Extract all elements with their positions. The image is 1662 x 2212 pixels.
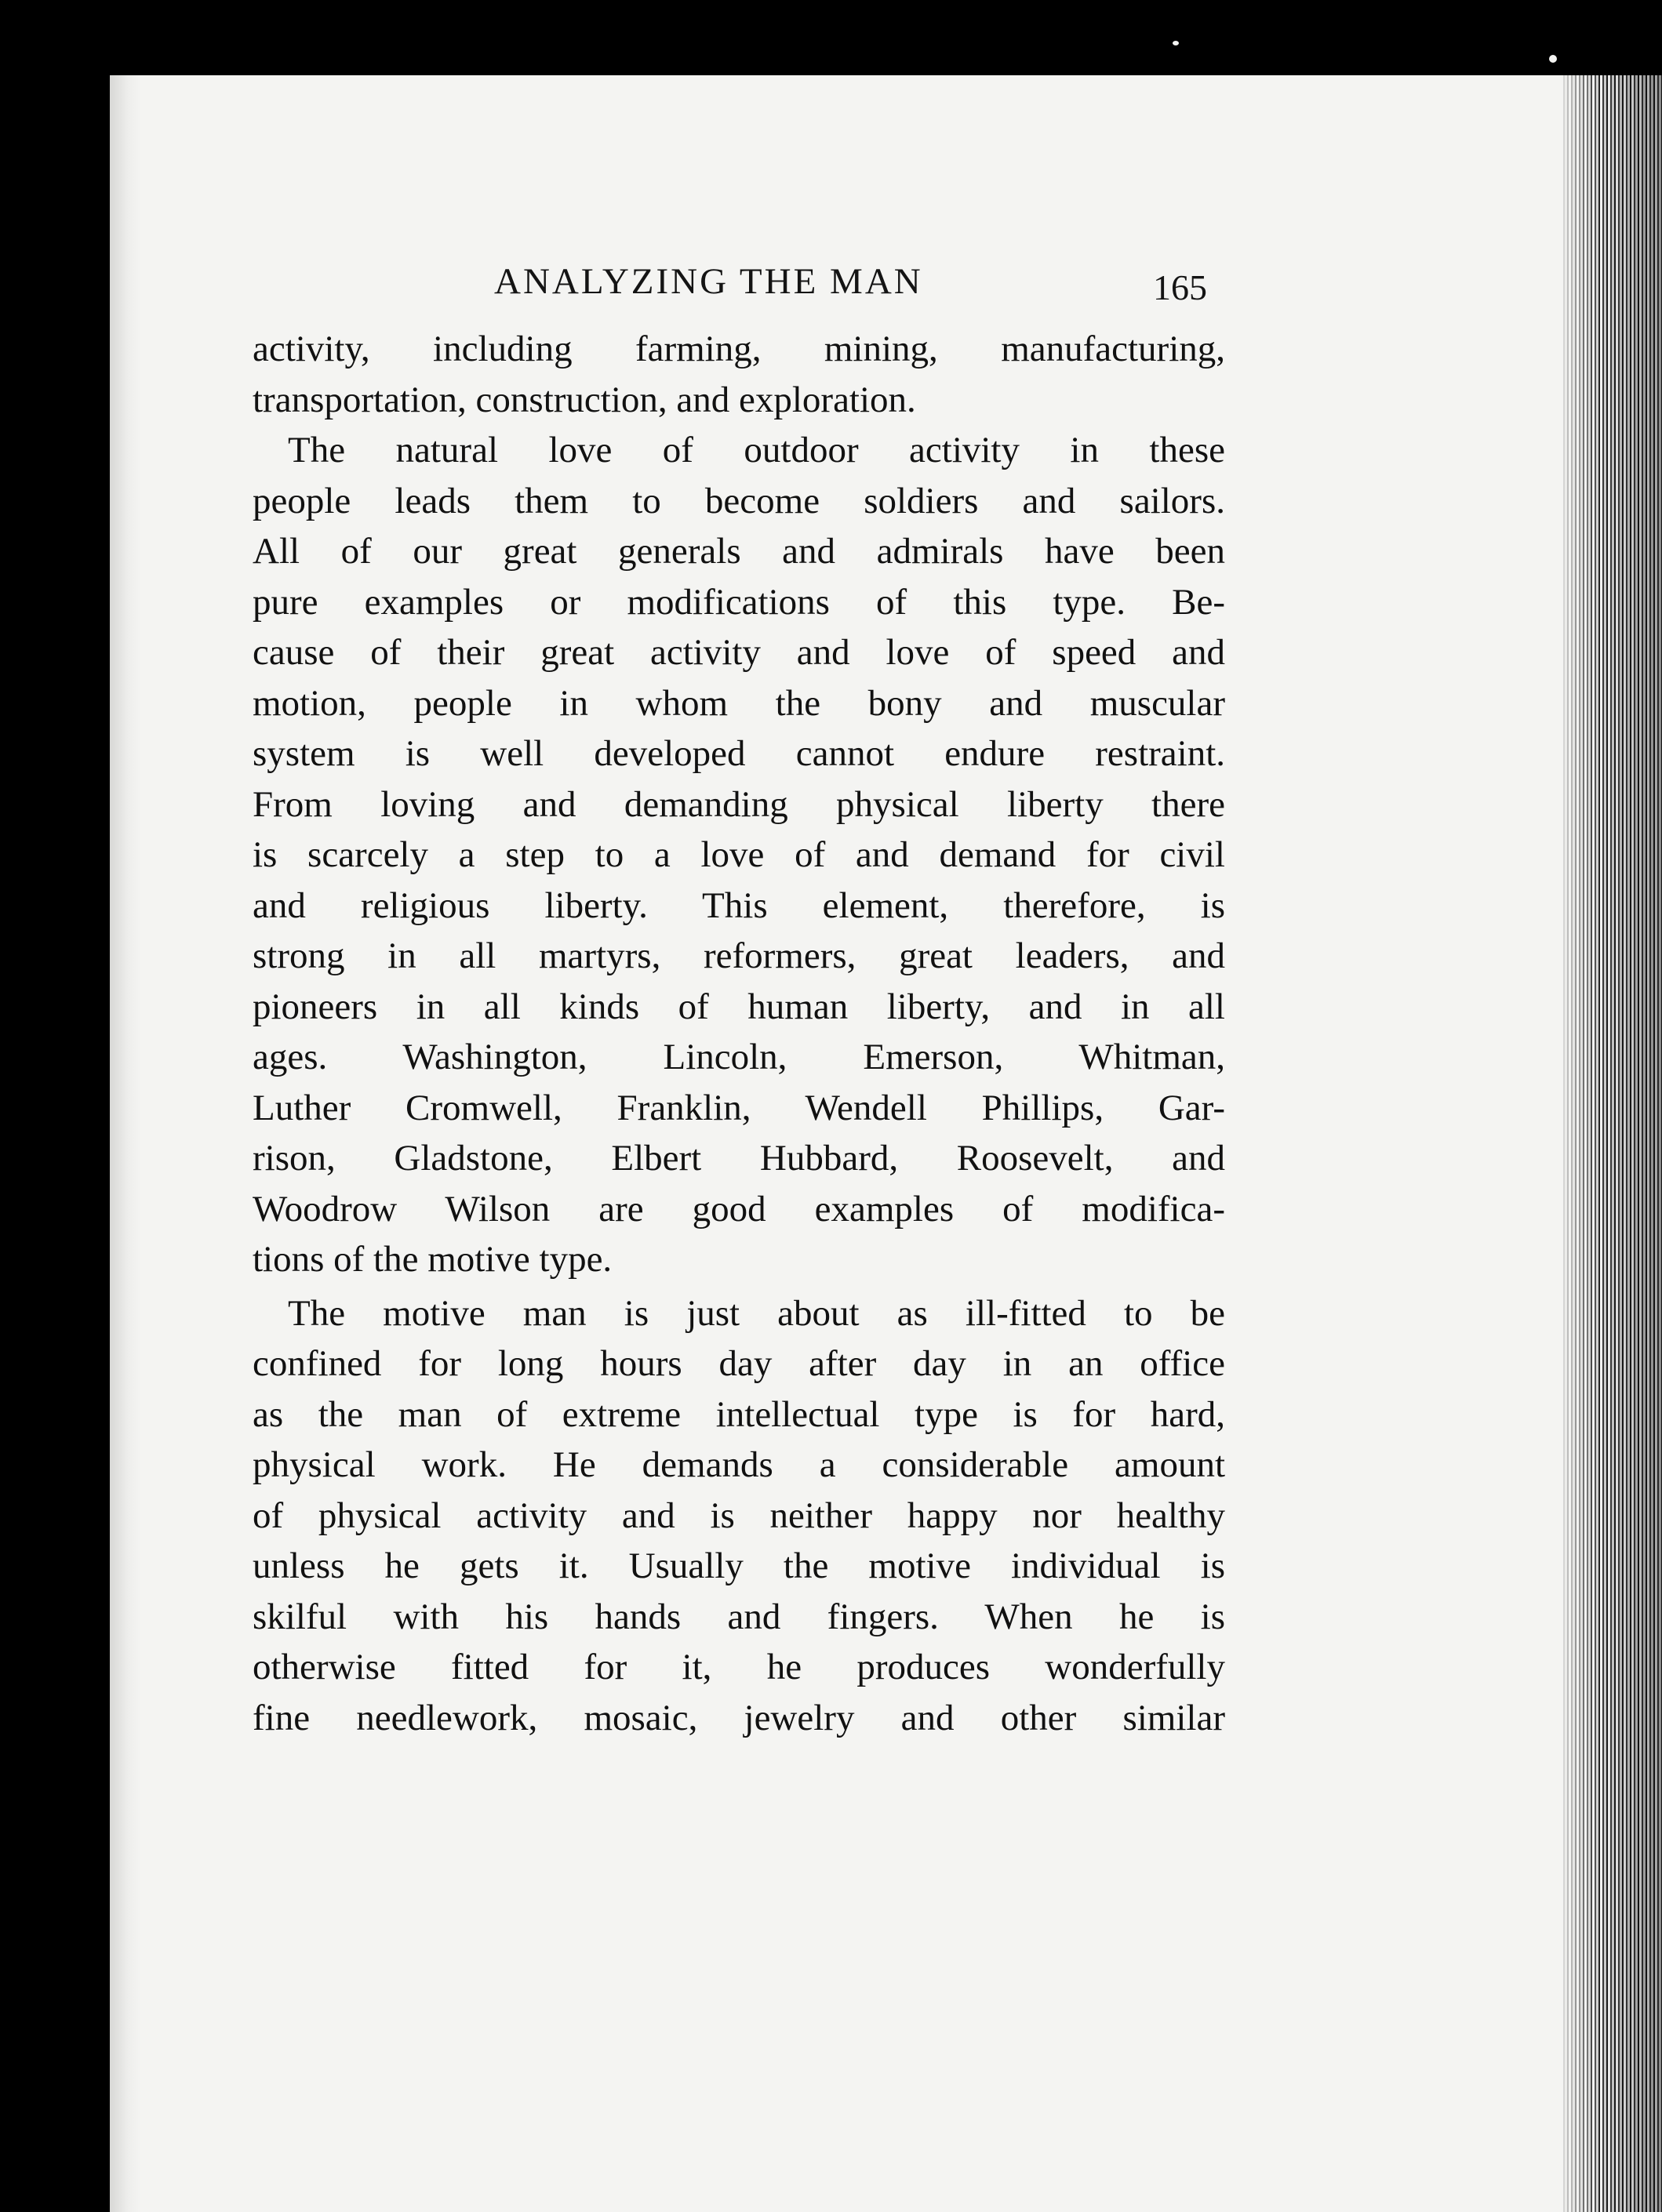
text-line: strong in all martyrs, reformers, great leaders, and bbox=[253, 935, 1225, 976]
page-gutter-shadow bbox=[110, 75, 141, 2212]
text-line: skilful with his hands and fingers. When he is bbox=[253, 1596, 1225, 1637]
dust-speck bbox=[1173, 41, 1179, 45]
text-line: activity, including farming, mining, manufacturing, bbox=[253, 329, 1225, 369]
text-line: is scarcely a step to a love of and demand for civil bbox=[253, 834, 1225, 875]
text-line: All of our great generals and admirals have been bbox=[253, 531, 1225, 572]
text-line: cause of their great activity and love of speed and bbox=[253, 632, 1225, 673]
text-line: system is well developed cannot endure restraint. bbox=[253, 733, 1225, 774]
text-line: tions of the motive type. bbox=[253, 1239, 613, 1280]
text-line: Woodrow Wilson are good examples of modifica- bbox=[253, 1188, 1225, 1229]
text-line: pure examples or modifications of this type. Be- bbox=[253, 581, 1225, 623]
text-line: as the man of extreme intellectual type is for hard, bbox=[253, 1393, 1225, 1435]
text-line: transportation, construction, and exploration. bbox=[253, 379, 916, 420]
text-line: and religious liberty. This element, therefore, is bbox=[253, 884, 1225, 926]
text-line: motion, people in whom the bony and muscular bbox=[253, 682, 1225, 724]
text-line: The motive man is just about as ill-fitted to be bbox=[288, 1292, 1225, 1334]
text-line: otherwise fitted for it, he produces wonderfully bbox=[253, 1647, 1225, 1687]
text-line: pioneers in all kinds of human liberty, and in all bbox=[253, 986, 1225, 1027]
text-line: ages. Washington, Lincoln, Emerson, Whitman, bbox=[253, 1037, 1225, 1077]
text-line: fine needlework, mosaic, jewelry and other similar bbox=[253, 1697, 1225, 1738]
text-line: rison, Gladstone, Elbert Hubbard, Roosevelt, and bbox=[253, 1138, 1225, 1179]
text-line: people leads them to become soldiers and sailors. bbox=[253, 480, 1225, 521]
dust-speck bbox=[1549, 55, 1557, 63]
text-line: Luther Cromwell, Franklin, Wendell Phillips, Gar- bbox=[253, 1087, 1225, 1128]
text-line: of physical activity and is neither happy nor healthy bbox=[253, 1495, 1225, 1536]
text-line: The natural love of outdoor activity in these bbox=[288, 430, 1225, 470]
running-head-title: ANALYZING THE MAN bbox=[494, 261, 923, 302]
text-line: physical work. He demands a considerable amount bbox=[253, 1444, 1225, 1485]
text-line: From loving and demanding physical liberty there bbox=[253, 783, 1225, 825]
body-text bbox=[253, 324, 1225, 1743]
page-stack-edge-shade bbox=[1561, 75, 1662, 2212]
text-line: confined for long hours day after day in an office bbox=[253, 1343, 1225, 1384]
text-line: unless he gets it. Usually the motive individual is bbox=[253, 1545, 1225, 1586]
page-number: 165 bbox=[1153, 267, 1207, 307]
